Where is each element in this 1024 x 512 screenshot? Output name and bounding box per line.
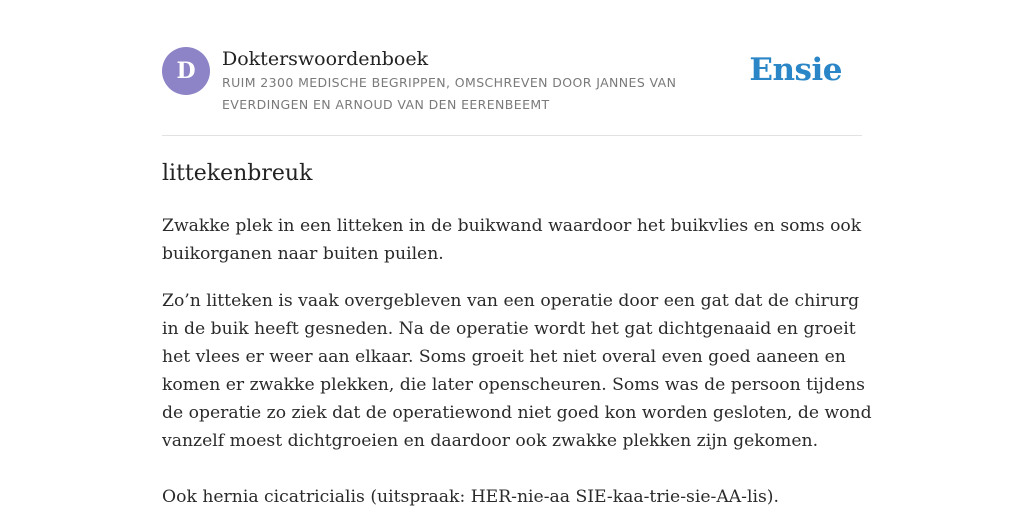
source-title[interactable]: Dokterswoordenboek	[222, 48, 429, 70]
source-description: RUIM 2300 MEDISCHE BEGRIPPEN, OMSCHREVEN DOOR JANNES VAN EVERDINGEN EN ARNOUD VAN DEN EERENBEEMT	[222, 75, 677, 112]
definition-paragraph: Zwakke plek in een litteken in de buikwand waardoor het buikvlies en soms ook buikorganen naar buiten puilen.	[162, 216, 862, 264]
avatar[interactable]: D	[162, 47, 210, 95]
definition-paragraph: Zo’n litteken is vaak overgebleven van een operatie door een gat dat de chirurg in de buik heeft gesneden. Na de operatie wordt het gat dichtgenaaid en groeit het vlees er weer aan elkaar. Soms groeit het niet overal even goed aaneen en komen er zwakke plekken, die later openscheuren. Soms was de persoon tijdens de operatie zo ziek dat de operatiewond niet goed kon worden gesloten, de wond vanzelf moest dichtgroeien en daardoor ook zwakke plekken zijn gekomen.	[162, 291, 872, 451]
ensie-logo[interactable]: Ensie	[749, 52, 842, 88]
definition-paragraph: Ook hernia cicatricialis (uitspraak: HER-nie-aa SIE-kaa-trie-sie-AA-lis).	[162, 487, 779, 507]
entry-title: littekenbreuk	[162, 161, 313, 186]
source-header	[162, 44, 862, 136]
